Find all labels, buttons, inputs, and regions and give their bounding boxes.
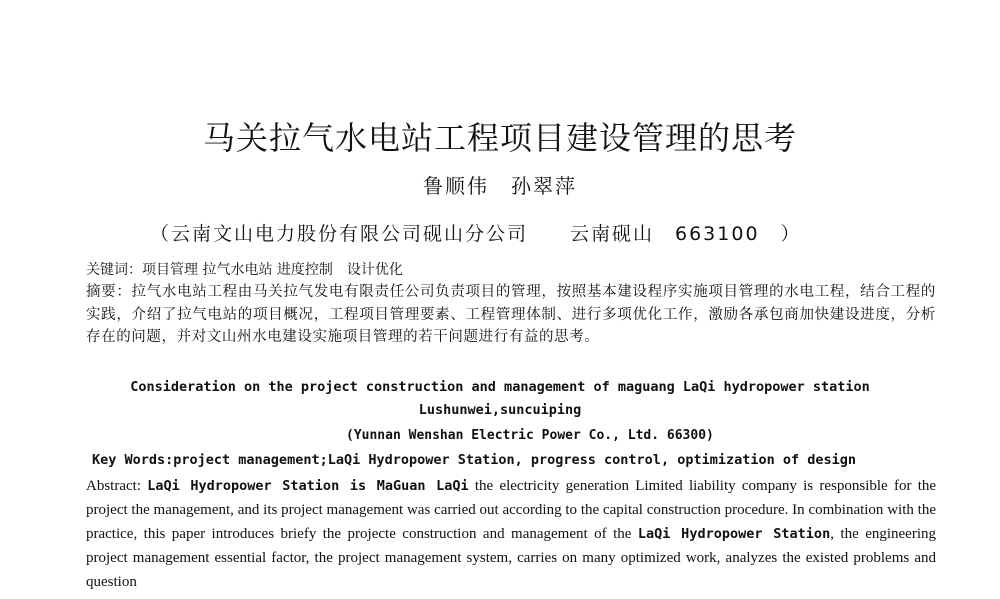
abstract-en-text-2: , the engineering project management essential factor, the project management system, carries on many optimized work, analyzes the existed problems and question [86, 526, 936, 590]
affiliation-en: (Yunnan Wenshan Electric Power Co., Ltd. 66300) [346, 428, 714, 443]
abstract-en-label: Abstract: [86, 478, 148, 494]
abstract-cn: 摘要：拉气水电站工程由马关拉气发电有限责任公司负责项目的管理，按照基本建设程序实施项目管理的水电工程，结合工程的实践，介绍了拉气电站的项目概况，工程项目管理要素、工程管理体制、进行多项优化工作，激励各承包商加快建设进度，分析存在的问题，并对文山州水电建设实施项目管理的若干问题进行有益的思考。 [86, 284, 936, 345]
abstract-en-text-1: the electricity generation Limited liability company is responsible for the project the management, and its project management was carried out according to the capital construction procedure. In combination with the practice, this paper introduces briefy the projecte construction and management of the [86, 478, 937, 542]
keywords-cn: 关键词：项目管理 拉气水电站 进度控制 设计优化 [86, 262, 403, 278]
keywords-en: Key Words:project management;LaQi Hydropower Station, progress control, optimization of design [92, 452, 857, 468]
affiliation-cn: （云南文山电力股份有限公司砚山分公司 云南砚山 663100 ） [150, 223, 802, 245]
paper-title: 马关拉气水电站工程项目建设管理的思考 [202, 119, 797, 157]
abstract-en-bold-2: LaQi Hydropower Station [637, 526, 831, 542]
abstract-en-bold-1: LaQi Hydropower Station is MaGuan LaQi [147, 478, 469, 494]
title-en: Consideration on the project construction and management of maguang LaQi hydropower station [130, 379, 870, 395]
authors-cn: 鲁顺伟 孙翠萍 [423, 174, 577, 198]
abstract-en [86, 474, 936, 594]
authors-en: Lushunwei,suncuiping [418, 402, 582, 418]
